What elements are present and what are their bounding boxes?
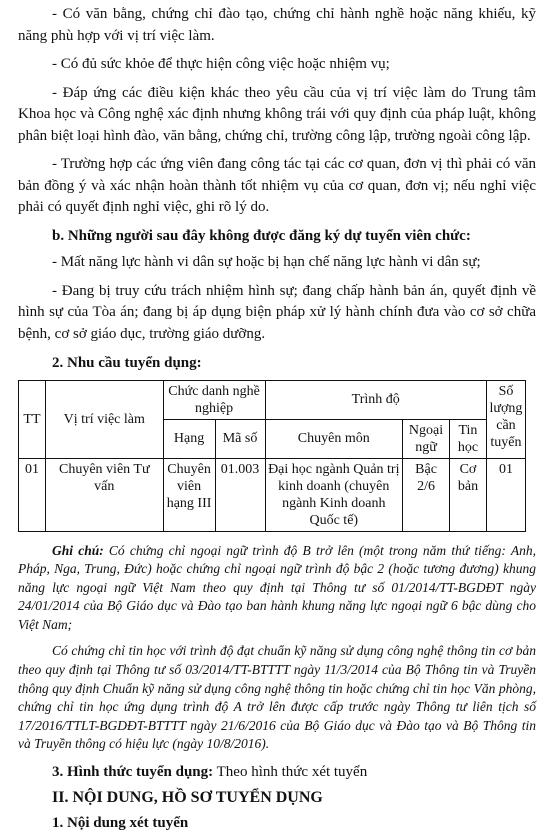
paragraph-employed-candidates: - Trường hợp các ứng viên đang công tác tại các cơ quan, đơn vị thì phải có văn bản đồng ý và xác nhận hoàn thành tốt nhiệm vụ của cơ quan, đơn vị; nếu nghỉ việc phải có quyết định nghỉ việc, ghi rõ lý do. bbox=[18, 156, 536, 215]
table-header-row bbox=[19, 380, 526, 419]
section-3 bbox=[18, 762, 536, 784]
heading-b: b. Những người sau đây không được đăng ký dự tuyển viên chức: bbox=[52, 227, 471, 244]
note-language-text: Có chứng chỉ ngoại ngữ trình độ B trở lên (một trong năm thứ tiếng: Anh, Pháp, Nga, Trung, Đức) hoặc chứng chỉ ngoại ngữ trình độ bậc 2 (hoặc tương đương) khung năng lực ngoại ngữ Việt Nam theo quy định tại Thông tư số 01/2014/TT-BGDĐT ngày 24/01/2014 của Bộ Giáo dục và Đào tạo ban hành khung năng lực ngoại ngữ 6 bậc dùng cho Việt Nam; bbox=[18, 542, 536, 632]
header-code: Mã số bbox=[215, 419, 265, 458]
heading-1: 1. Nội dung xét tuyển bbox=[52, 814, 189, 831]
paragraph-health: - Có đủ sức khỏe để thực hiện công việc hoặc nhiệm vụ; bbox=[52, 56, 390, 72]
note-label: Ghi chú: bbox=[52, 542, 104, 558]
heading-II: II. NỘI DUNG, HỒ SƠ TUYỂN DỤNG bbox=[52, 788, 323, 806]
header-tt: TT bbox=[19, 380, 46, 458]
cell-rank: Chuyên viên hạng III bbox=[163, 458, 215, 531]
note-it: Có chứng chỉ tin học với trình độ đạt chuẩn kỹ năng sử dụng công nghệ thông tin cơ bản theo quy định tại Thông tư số 03/2014/TT-BTTTT ngày 11/3/2014 của Bộ Thông tin và Truyền thông quy định Chuẩn kỹ năng sử dụng công nghệ thông tin hoặc chứng chỉ tin học Văn phòng, chứng chỉ tin học ứng dụng trình độ A trở lên được cấp trước ngày Thông tư liên tịch số 17/2016/TTLT-BGDĐT-BTTTT ngày 21/6/2016 của Bộ Giáo dục và Đào tạo và Bộ Thông tin và Truyền thông có hiệu lực (ngày 10/8/2016). bbox=[18, 643, 536, 752]
section-3-label: 3. Hình thức tuyển dụng: bbox=[52, 764, 214, 781]
header-major: Chuyên môn bbox=[265, 419, 403, 458]
cell-tt: 01 bbox=[19, 458, 46, 531]
heading-2: 2. Nhu cầu tuyển dụng: bbox=[52, 355, 202, 371]
note-language bbox=[18, 542, 536, 635]
table-row bbox=[19, 458, 526, 531]
header-title: Chức danh nghề nghiệp bbox=[163, 380, 265, 419]
paragraph-other-conditions: - Đáp ứng các điều kiện khác theo yêu cầu của vị trí việc làm do Trung tâm Khoa học và Công nghệ xác định nhưng không trái với quy định của pháp luật, không phân biệt loại hình đào, văn bằng, chứng chỉ, trường công lập, trường ngoài công lập. bbox=[18, 84, 536, 144]
paragraph-qualification: - Có văn bằng, chứng chỉ đào tạo, chứng chỉ hành nghề hoặc năng khiếu, kỹ năng phù hợp với vị trí việc làm. bbox=[18, 6, 536, 44]
section-3-text: Theo hình thức xét tuyển bbox=[213, 764, 368, 781]
cell-it: Cơ bản bbox=[450, 458, 487, 531]
cell-code: 01.003 bbox=[215, 458, 265, 531]
paragraph-b-1: - Mất năng lực hành vi dân sự hoặc bị hạn chế năng lực hành vi dân sự; bbox=[52, 254, 481, 270]
header-rank: Hạng bbox=[163, 419, 215, 458]
cell-lang: Bậc 2/6 bbox=[403, 458, 450, 531]
header-lang: Ngoại ngữ bbox=[403, 419, 450, 458]
cell-count: 01 bbox=[486, 458, 525, 531]
header-count: Số lượng cần tuyển bbox=[486, 380, 525, 458]
recruitment-table bbox=[18, 380, 526, 532]
header-level: Trình độ bbox=[265, 380, 486, 419]
paragraph-b-2: - Đang bị truy cứu trách nhiệm hình sự; đang chấp hành bản án, quyết định về hình sự của Tòa án; đang bị áp dụng biện pháp xử lý hành chính đưa vào cơ sở chữa bệnh, cơ sở giáo dục, trường giáo dưỡng. bbox=[18, 282, 536, 342]
header-position: Vị trí việc làm bbox=[45, 380, 163, 458]
cell-major: Đại học ngành Quản trị kinh doanh (chuyên ngành Kinh doanh Quốc tế) bbox=[265, 458, 403, 531]
header-it: Tin học bbox=[450, 419, 487, 458]
cell-position: Chuyên viên Tư vấn bbox=[45, 458, 163, 531]
